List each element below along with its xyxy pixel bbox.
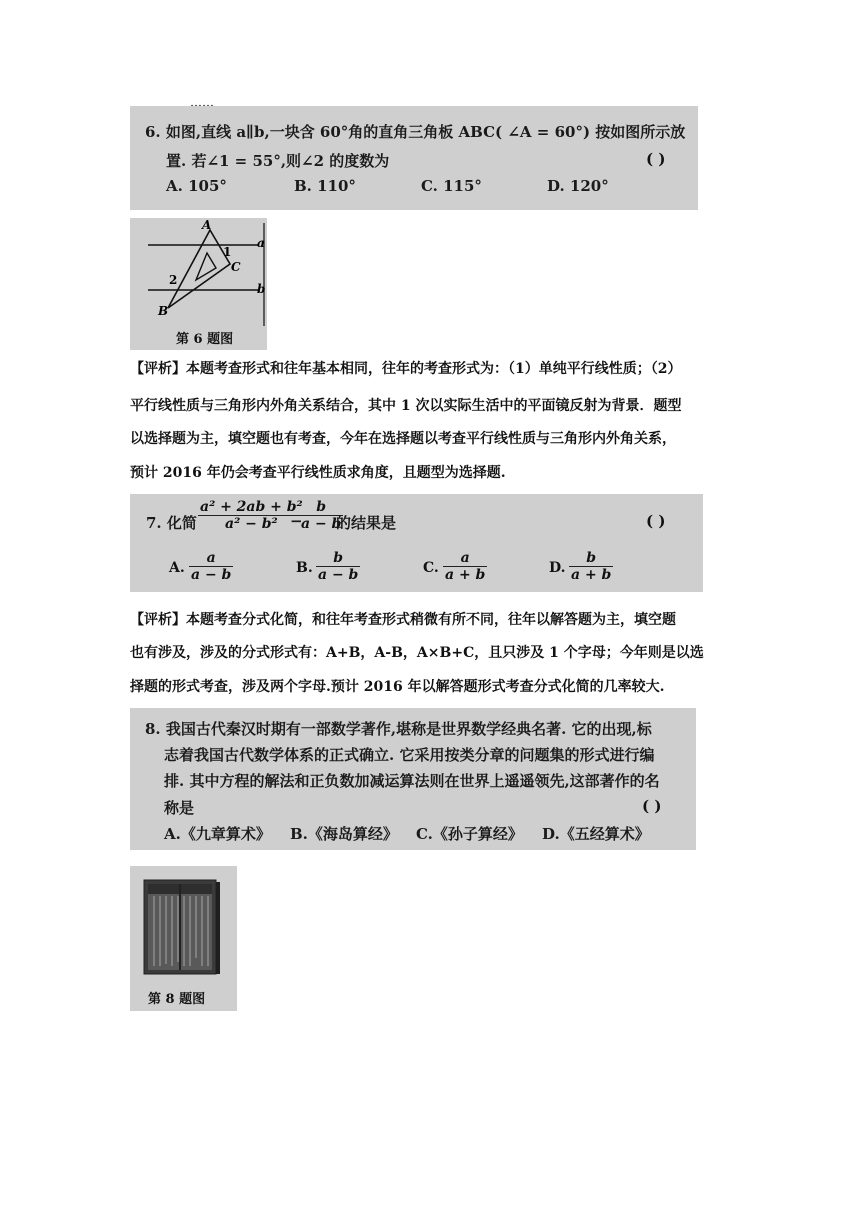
q6-figure-label-b: b (257, 282, 266, 296)
q7-option-b-fraction: $\frac{b}{a - b}$ (318, 550, 359, 583)
analysis7-line-1: 【评析】本题考查分式化简，和往年考查形式稍微有所不同，往年以解答题为主，填空题 (130, 612, 676, 628)
q8-figure-caption: 第 8 题图 (148, 992, 206, 1007)
q7-option-b-label: B. (296, 560, 313, 576)
q6-figure-label-1: 1 (223, 245, 232, 259)
q6-option-b: B. 110° (294, 177, 356, 195)
q6-answer-paren: ( ) (646, 150, 666, 168)
q8-option-c: C.《孙子算经》 (416, 825, 523, 843)
q7-fraction-1-denominator: a² − b² (198, 515, 305, 532)
q8-option-b: B.《海岛算经》 (290, 825, 398, 843)
q7-fraction-2-numerator: b (316, 499, 327, 515)
analysis7-line-3: 择题的形式考查，涉及两个字母.预计 2016 年以解答题形式考查分式化简的几率较大. (130, 679, 665, 695)
analysis6-line-4: 预计 2016 年仍会考查平行线性质求角度，且题型为选择题. (130, 465, 506, 481)
q6-figure-box (130, 218, 267, 350)
q7-prefix: 7. 化简 (146, 514, 197, 532)
q7-minus: − (290, 512, 303, 530)
analysis6-line-1: 【评析】本题考查形式和往年基本相同，往年的考查形式为：（1）单纯平行线性质；（2） (130, 361, 682, 377)
q7-fraction-2-denominator: a − b (301, 516, 342, 532)
q7-option-a-fraction: $\frac{a}{a - b}$ (191, 550, 232, 583)
analysis7-line-2: 也有涉及，涉及的分式形式有：A+B，A-B，A×B+C，且只涉及 1 个字母；今年则是以选 (130, 645, 704, 661)
q7-option-c-label: C. (423, 560, 439, 576)
q6-figure-caption: 第 6 题图 (176, 332, 234, 347)
q8-stem-line-4: 称是 (164, 799, 195, 817)
q8-figure-box (130, 866, 237, 1011)
q8-option-a: A.《九章算术》 (164, 825, 271, 843)
q6-option-a: A. 105° (166, 177, 227, 195)
q8-stem-line-2: 志着我国古代数学体系的正式确立. 它采用按类分章的问题集的形式进行编 (164, 746, 655, 764)
q6-figure-label-a: a (257, 236, 265, 250)
q7-fraction-1-numerator: a² + 2ab + b² (200, 499, 303, 515)
q7-fraction-1 (198, 499, 305, 532)
q6-stem-line-2: 置. 若∠1 = 55°,则∠2 的度数为 (166, 152, 390, 170)
q7-suffix: 的结果是 (336, 514, 397, 532)
q7-option-d-label: D. (549, 560, 566, 576)
q6-option-c: C. 115° (421, 177, 482, 195)
q7-option-d-fraction: $\frac{b}{a + b}$ (571, 550, 612, 583)
q6-figure-label-2: 2 (169, 273, 178, 287)
q6-figure-label-B: B (158, 304, 169, 318)
q8-option-d: D.《五经算术》 (542, 825, 650, 843)
q6-option-d: D. 120° (547, 177, 609, 195)
analysis6-line-2: 平行线性质与三角形内外角关系结合，其中 1 次以实际生活中的平面镜反射为背景．题型 (130, 398, 682, 414)
q7-option-c-fraction: $\frac{a}{a + b}$ (445, 550, 486, 583)
q8-stem-line-1: 8. 我国古代秦汉时期有一部数学著作,堪称是世界数学经典名著. 它的出现,标 (145, 720, 652, 738)
q8-answer-paren: ( ) (642, 797, 662, 815)
q6-figure-label-C: C (231, 260, 241, 274)
q7-option-a-label: A. (169, 560, 185, 576)
q7-answer-paren: ( ) (646, 512, 666, 530)
q8-stem-line-3: 排. 其中方程的解法和正负数加减运算法则在世界上遥遥领先,这部著作的名 (164, 772, 660, 790)
q6-cut-top: …… (190, 96, 214, 106)
q6-figure-label-A: A (202, 218, 212, 232)
analysis6-line-3: 以选择题为主，填空题也有考查，今年在选择题以考查平行线性质与三角形内外角关系， (130, 431, 676, 447)
q6-stem-line-1: 6. 如图,直线 a∥b,一块含 60°角的直角三角板 ABC( ∠A = 60°) 按如图所示放 (145, 123, 686, 141)
q6-figure-triangle (168, 230, 230, 308)
